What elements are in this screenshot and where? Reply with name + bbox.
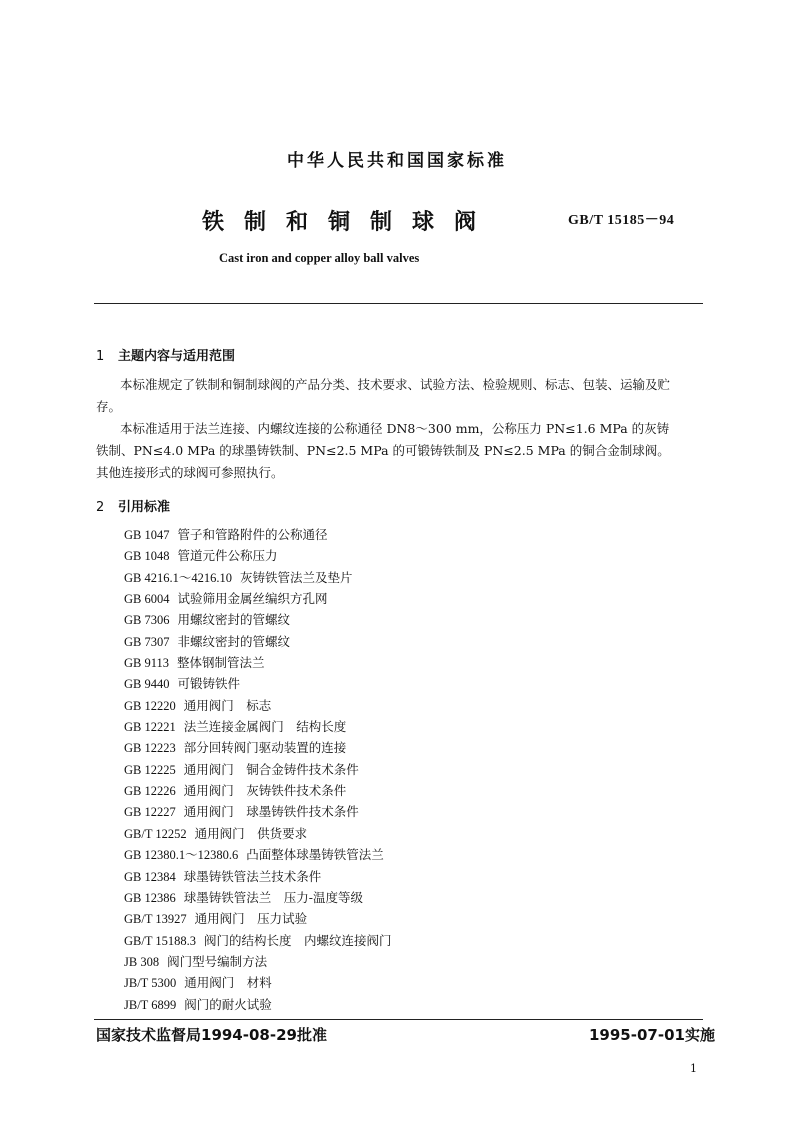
reference-name: 阀门型号编制方法 bbox=[167, 953, 268, 969]
reference-code: GB 9113 bbox=[124, 656, 170, 671]
reference-code: GB 1047 bbox=[124, 528, 170, 542]
reference-name: 通用阀门 供货要求 bbox=[194, 825, 308, 841]
reference-code: JB 308 bbox=[124, 954, 160, 969]
reference-name: 凸面整体球墨铸铁管法兰 bbox=[246, 847, 384, 863]
reference-code: GB 12384 bbox=[124, 869, 176, 884]
reference-code: GB 9440 bbox=[124, 677, 170, 692]
section-2-title: 引用标准 bbox=[118, 500, 171, 515]
reference-item bbox=[124, 567, 392, 588]
effective-date: 1995-07-01实施 bbox=[589, 1026, 715, 1044]
reference-code: JB/T 5300 bbox=[124, 976, 177, 991]
reference-name: 整体钢制管法兰 bbox=[177, 655, 265, 671]
paragraph-line: 铁制、PN≤4.0 MPa 的球墨铸铁制、PN≤2.5 MPa 的可锻铸铁制及 PN≤2.5 MPa 的铜合金制球阀。 bbox=[96, 443, 670, 458]
reference-item bbox=[124, 887, 392, 908]
reference-code: GB 6004 bbox=[124, 592, 170, 607]
reference-name: 球墨铸铁管法兰技术条件 bbox=[183, 868, 322, 884]
reference-item bbox=[124, 652, 392, 673]
reference-item bbox=[124, 609, 392, 630]
reference-item bbox=[124, 994, 392, 1015]
reference-name: 通用阀门 材料 bbox=[184, 975, 272, 991]
reference-code: GB 12386 bbox=[124, 890, 176, 905]
reference-code: GB 12223 bbox=[124, 741, 176, 756]
section-2-heading bbox=[96, 496, 170, 515]
reference-code: GB 12227 bbox=[124, 805, 176, 820]
reference-item bbox=[124, 780, 392, 801]
reference-item bbox=[124, 695, 392, 716]
reference-name: 法兰连接金属阀门 结构长度 bbox=[183, 719, 347, 735]
section-2-number: 2 bbox=[96, 500, 105, 515]
reference-item bbox=[124, 759, 392, 780]
reference-name: 通用阀门 球墨铸铁件技术条件 bbox=[183, 804, 359, 820]
reference-item bbox=[124, 631, 392, 652]
reference-item bbox=[124, 801, 392, 822]
reference-code: GB/T 12252 bbox=[124, 826, 187, 841]
reference-name: 球墨铸铁管法兰 压力-温度等级 bbox=[183, 889, 363, 905]
reference-item bbox=[124, 716, 392, 737]
section-1-number: 1 bbox=[96, 349, 105, 364]
reference-code: GB 7307 bbox=[124, 634, 170, 649]
reference-name: 用螺纹密封的管螺纹 bbox=[177, 612, 291, 628]
reference-item bbox=[124, 524, 392, 545]
reference-name: 试验筛用金属丝编织方孔网 bbox=[177, 591, 328, 607]
reference-code: GB 12220 bbox=[124, 698, 176, 713]
section-1-paragraph-2 bbox=[96, 418, 708, 484]
reference-name: 阀门的结构长度 内螺纹连接阀门 bbox=[204, 932, 392, 948]
reference-code: GB/T 15188.3 bbox=[124, 933, 196, 948]
reference-item bbox=[124, 972, 392, 993]
reference-name: 阀门的耐火试验 bbox=[184, 996, 272, 1012]
reference-code: GB 12380.1～12380.6 bbox=[124, 848, 239, 863]
reference-item bbox=[124, 866, 392, 887]
national-standard-heading: 中华人民共和国国家标准 bbox=[287, 151, 507, 171]
footer-divider bbox=[94, 1019, 703, 1020]
reference-item bbox=[124, 673, 392, 694]
paragraph-line: 本标准规定了铁制和铜制球阀的产品分类、技术要求、试验方法、检验规则、标志、包装、运输及贮 bbox=[120, 377, 671, 392]
approval-date: 国家技术监督局1994-08-29批准 bbox=[96, 1026, 327, 1044]
reference-list bbox=[124, 524, 392, 1015]
paragraph-line: 存。 bbox=[96, 399, 122, 414]
reference-name: 通用阀门 标志 bbox=[183, 697, 272, 713]
standard-code bbox=[568, 209, 674, 229]
reference-code: GB 1048 bbox=[124, 549, 170, 564]
reference-item bbox=[124, 545, 392, 566]
reference-name: 可锻铸铁件 bbox=[177, 676, 241, 692]
document-title-cn: 铁制和铜制球阀 bbox=[202, 210, 497, 235]
reference-item bbox=[124, 588, 392, 609]
reference-code: JB/T 6899 bbox=[124, 997, 177, 1012]
section-1-heading bbox=[96, 345, 235, 364]
paragraph-line: 本标准适用于法兰连接、内螺纹连接的公称通径 DN8～300 mm，公称压力 PN≤1.6 MPa 的灰铸 bbox=[120, 421, 670, 436]
reference-code: GB 12225 bbox=[124, 762, 176, 777]
reference-item bbox=[124, 930, 392, 951]
document-title-en: Cast iron and copper alloy ball valves bbox=[219, 251, 420, 265]
reference-name: 灰铸铁管法兰及垫片 bbox=[240, 569, 353, 585]
reference-name: 通用阀门 灰铸铁件技术条件 bbox=[183, 783, 347, 799]
reference-name: 部分回转阀门驱动装置的连接 bbox=[183, 740, 347, 756]
reference-code: GB 12221 bbox=[124, 720, 176, 735]
page-number: 1 bbox=[690, 1062, 697, 1075]
reference-item bbox=[124, 823, 392, 844]
paragraph-line: 其他连接形式的球阀可参照执行。 bbox=[96, 465, 284, 480]
reference-code: GB 7306 bbox=[124, 613, 170, 628]
reference-item bbox=[124, 951, 392, 972]
standard-code-text: GB/T 15185－94 bbox=[568, 213, 675, 228]
reference-code: GB/T 13927 bbox=[124, 912, 187, 927]
reference-name: 管子和管路附件的公称通径 bbox=[177, 527, 328, 542]
reference-code: GB 4216.1～4216.10 bbox=[124, 570, 232, 585]
reference-name: 通用阀门 压力试验 bbox=[194, 911, 308, 927]
reference-code: GB 12226 bbox=[124, 784, 176, 799]
section-1-paragraph-1 bbox=[96, 374, 708, 418]
reference-name: 非螺纹密封的管螺纹 bbox=[177, 633, 291, 649]
reference-item bbox=[124, 844, 392, 865]
section-1-title: 主题内容与适用范围 bbox=[118, 349, 236, 364]
reference-name: 通用阀门 铜合金铸件技术条件 bbox=[183, 761, 359, 777]
reference-name: 管道元件公称压力 bbox=[177, 548, 278, 564]
header-divider bbox=[94, 303, 703, 304]
reference-item bbox=[124, 908, 392, 929]
reference-item bbox=[124, 737, 392, 758]
